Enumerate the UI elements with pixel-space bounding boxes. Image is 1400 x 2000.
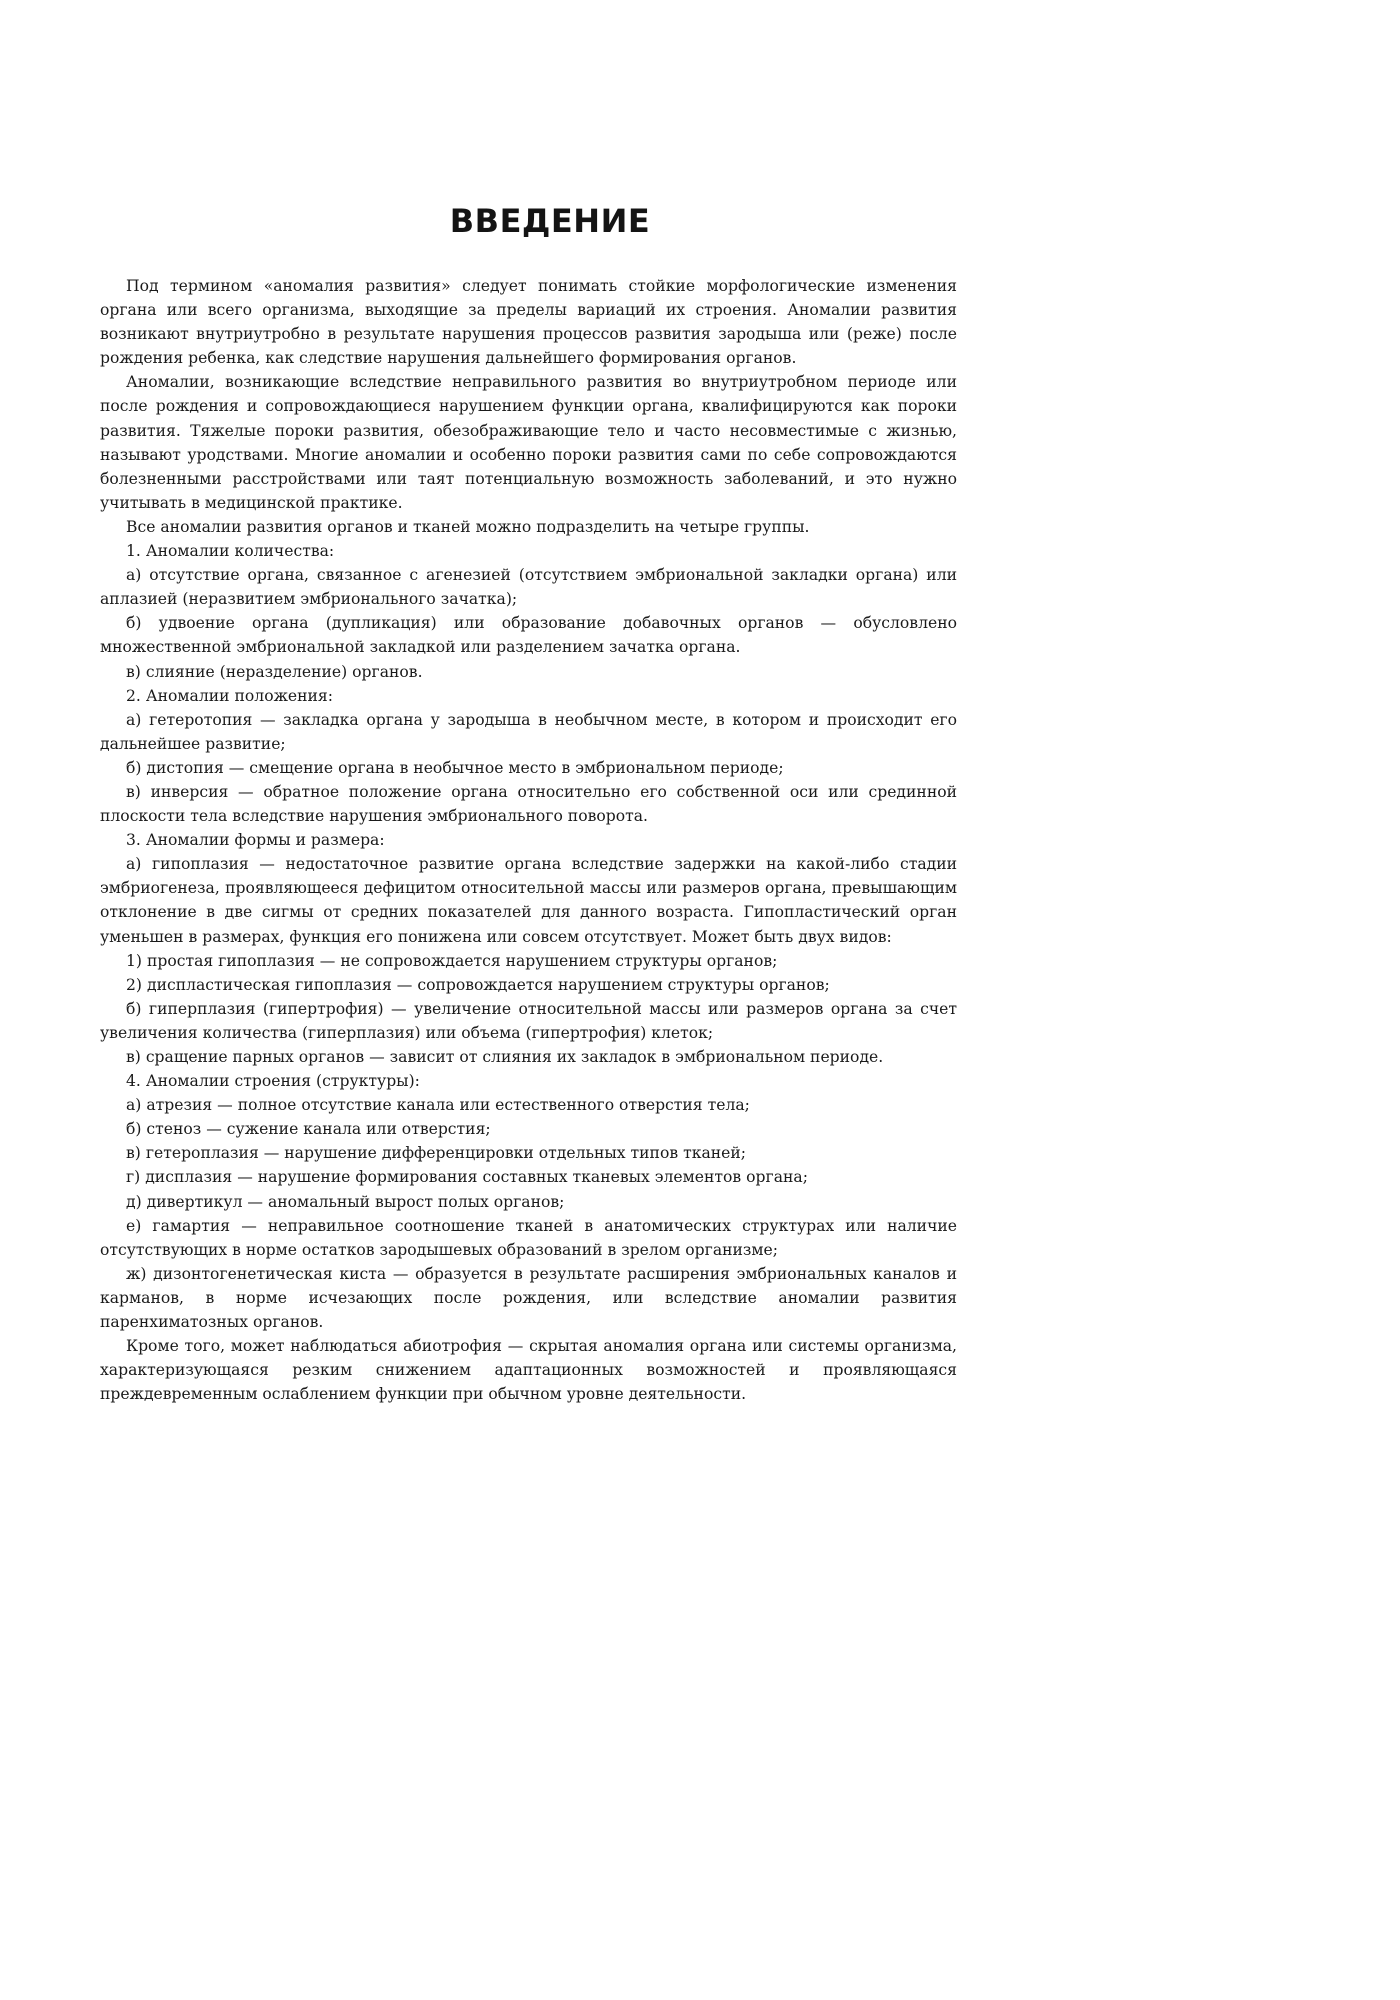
list-item: д) дивертикул — аномальный вырост полых органов; — [126, 1192, 565, 1211]
list-item: 1) простая гипоплазия — не сопровождается нарушением структуры органов; — [126, 951, 778, 970]
paragraph: Все аномалии развития органов и тканей можно подразделить на четыре группы. — [126, 517, 810, 536]
list-heading: 1. Аномалии количества: — [126, 542, 335, 561]
list-item: б) гиперплазия (гипертрофия) — увеличение относительной массы или размеров органа за счет увеличения количества (гиперплазия) или объема (гипертрофия) клеток; — [100, 999, 957, 1042]
list-heading: 3. Аномалии формы и размера: — [126, 831, 385, 850]
body-text — [100, 274, 957, 1406]
list-heading: 4. Аномалии строения (структуры): — [126, 1072, 420, 1091]
list-item: а) отсутствие органа, связанное с агенезией (отсутствием эмбриональной закладки органа) или аплазией (неразвитием эмбрионального зачатка); — [100, 566, 957, 609]
list-item: б) удвоение органа (дупликация) или образование добавочных органов — обусловлено множественной эмбриональной закладкой или разделением зачатка органа. — [100, 614, 957, 657]
paragraph: Аномалии, возникающие вследствие неправильного развития во внутриутробном периоде или после рождения и сопровождающиеся нарушением функции органа, квалифицируются как пороки развития. Тяжелые пороки развития, обезображивающие тело и часто несовместимые с жизнью, называют уродствами. Многие аномалии и особенно пороки развития сами по себе сопровождаются болезненными расстройствами или таят потенциальную возможность заболеваний, и это нужно учитывать в медицинской практике. — [100, 373, 957, 512]
list-item: в) гетероплазия — нарушение дифференцировки отдельных типов тканей; — [126, 1144, 747, 1163]
list-item: г) дисплазия — нарушение формирования составных тканевых элементов органа; — [126, 1168, 808, 1187]
page-title: ВВЕДЕНИЕ — [449, 202, 651, 240]
list-item: в) слияние (неразделение) органов. — [126, 662, 423, 681]
list-item: в) инверсия — обратное положение органа относительно его собственной оси или срединной плоскости тела вследствие нарушения эмбрионального поворота. — [100, 782, 957, 826]
list-heading: 2. Аномалии положения: — [126, 686, 334, 705]
list-item: в) сращение парных органов — зависит от слияния их закладок в эмбриональном периоде. — [126, 1048, 884, 1066]
list-item: б) стеноз — сужение канала или отверстия; — [126, 1120, 491, 1139]
paragraph: Под термином «аномалия развития» следует понимать стойкие морфологические изменения органа или всего организма, выходящие за пределы вариаций их строения. Аномалии развития возникают внутриутробно в результате нарушения процессов развития зародыша или (реже) после рождения ребенка, как следствие нарушения дальнейшего формирования органов. — [100, 277, 957, 368]
list-item: а) гипоплазия — недостаточное развитие органа вследствие задержки на какой-либо стадии эмбриогенеза, проявляющееся дефицитом относительной массы или размеров органа, превышающим отклонение в две сигмы от средних показателей для данного возраста. Гипопластический орган уменьшен в размерах, функция его понижена или совсем отсутствует. Может быть двух видов: — [100, 855, 957, 946]
list-item: а) атрезия — полное отсутствие канала или естественного отверстия тела; — [126, 1096, 750, 1115]
list-item: 2) диспластическая гипоплазия — сопровождается нарушением структуры органов; — [126, 975, 830, 994]
paragraph: Кроме того, может наблюдаться абиотрофия — скрытая аномалия органа или системы организма, характеризующаяся резким снижением адаптационных возможностей и проявляющаяся преждевременным ослаблением функции при обычном уровне деятельности. — [100, 1337, 957, 1404]
list-item: б) дистопия — смещение органа в необычное место в эмбриональном периоде; — [126, 758, 784, 777]
list-item: а) гетеротопия — закладка органа у зародыша в необычном месте, в котором и происходит его дальнейшее развитие; — [100, 710, 957, 753]
list-item: ж) дизонтогенетическая киста — образуется в результате расширения эмбриональных каналов и карманов, в норме исчезающих после рождения, или вследствие аномалии развития паренхиматозных органов. — [100, 1264, 957, 1332]
list-item: е) гамартия — неправильное соотношение тканей в анатомических структурах или наличие отсутствующих в норме остатков зародышевых образований в зрелом организме; — [100, 1216, 957, 1259]
